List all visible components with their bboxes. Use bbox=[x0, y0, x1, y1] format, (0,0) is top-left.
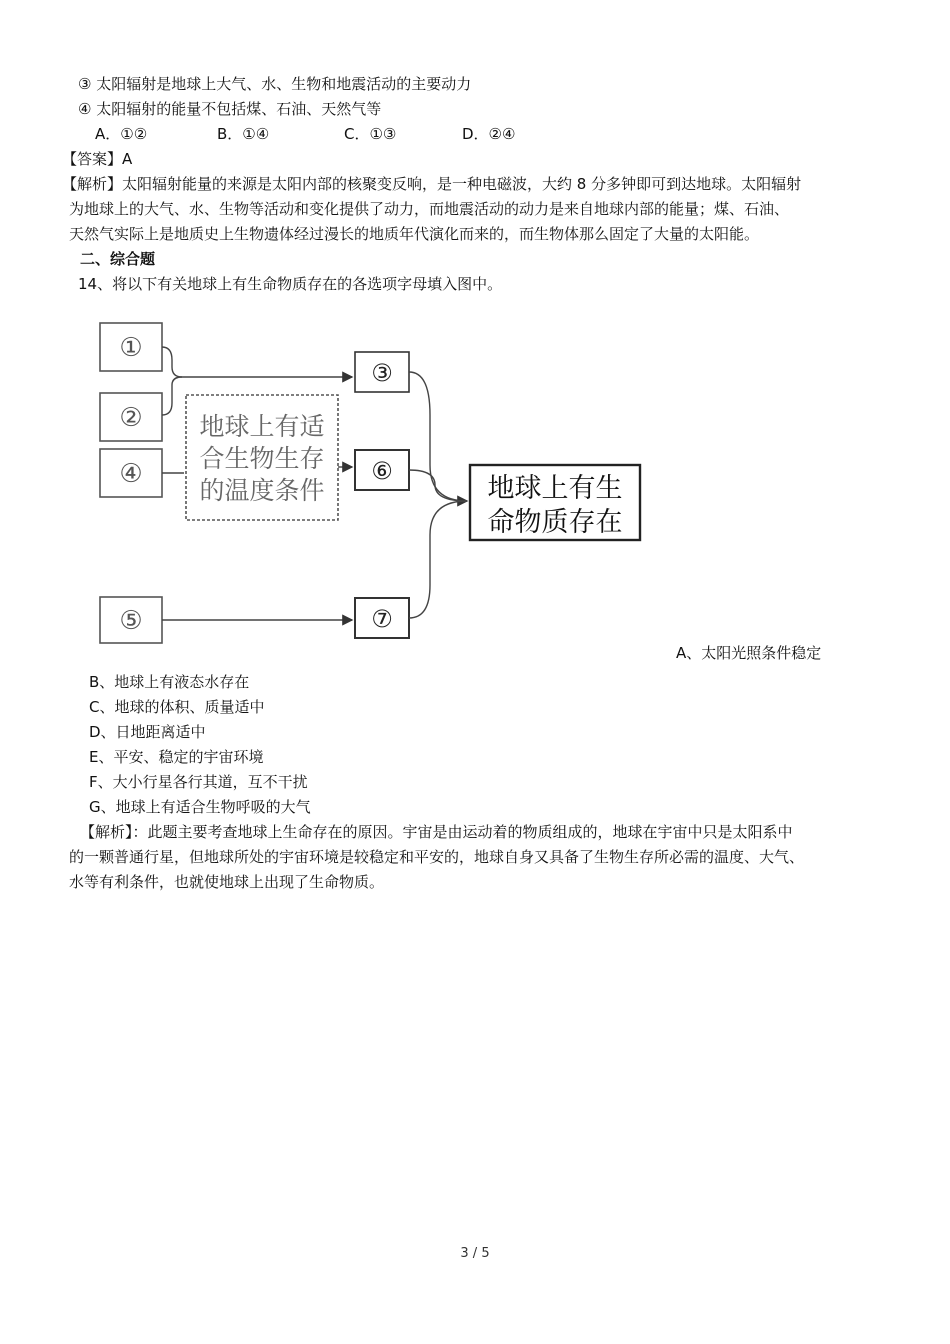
q14-analysis-line-2: 的一颗普通行星，但地球所处的宇宙环境是较稳定和平安的，地球自身又具备了生物生存所必需的温度、大气、 bbox=[69, 848, 805, 866]
option-d: D．②④ bbox=[462, 125, 516, 143]
connector-7-result bbox=[409, 501, 467, 618]
analysis-line-3: 天然气实际上是地质史上生物遗体经过漫长的地质年代演化而来的，而生物体那么固定了大量的太阳能。 bbox=[69, 225, 760, 243]
option-b: B．①④ bbox=[217, 125, 270, 143]
center-text-line-2: 合生物生存 bbox=[199, 444, 325, 473]
label-5: ⑤ bbox=[119, 606, 143, 636]
result-text-line-1: 地球上有生 bbox=[487, 473, 623, 504]
center-text-line-3: 的温度条件 bbox=[199, 476, 325, 505]
connector-1-3 bbox=[162, 347, 352, 377]
choice-f: F、大小行星各行其道，互不干扰 bbox=[89, 773, 308, 791]
connector-6-result bbox=[409, 470, 467, 501]
label-6: ⑥ bbox=[371, 457, 393, 485]
center-text-line-1: 地球上有适 bbox=[199, 412, 325, 441]
connector-3-result bbox=[409, 372, 467, 501]
page-number: 3 / 5 bbox=[460, 1246, 490, 1261]
choice-a: A、太阳光照条件稳定 bbox=[676, 644, 822, 662]
label-1: ① bbox=[119, 333, 143, 363]
choice-b: B、地球上有液态水存在 bbox=[89, 673, 250, 691]
choice-c: C、地球的体积、质量适中 bbox=[89, 698, 265, 716]
option-c: C．①③ bbox=[344, 125, 397, 143]
question-14-stem: 14、将以下有关地球上有生命物质存在的各选项字母填入图中。 bbox=[78, 275, 503, 293]
options-row bbox=[95, 124, 515, 144]
option-a: A．①② bbox=[95, 125, 148, 143]
q14-analysis-line-1: 【解析】：此题主要考查地球上生命存在的原因。宇宙是由运动着的物质组成的，地球在宇宙中只是太阳系中 bbox=[80, 823, 793, 841]
choice-d: D、日地距离适中 bbox=[89, 723, 206, 741]
choice-g: G、地球上有适合生物呼吸的大气 bbox=[89, 798, 311, 816]
label-4: ④ bbox=[119, 459, 143, 489]
result-text-line-2: 命物质存在 bbox=[487, 507, 623, 538]
section-title: 二、综合题 bbox=[80, 250, 156, 268]
label-7: ⑦ bbox=[371, 605, 393, 633]
label-3: ③ bbox=[371, 359, 393, 387]
choice-e: E、平安、稳定的宇宙环境 bbox=[89, 748, 264, 766]
statement-3: ③ 太阳辐射是地球上大气、水、生物和地震活动的主要动力 bbox=[78, 75, 472, 93]
answer: 【答案】A bbox=[62, 150, 133, 168]
analysis-line-1: 【解析】太阳辐射能量的来源是太阳内部的核聚变反响，是一种电磁波，大约 8 分多钟即可到达地球。太阳辐射 bbox=[62, 175, 802, 193]
statement-4: ④ 太阳辐射的能量不包括煤、石油、天然气等 bbox=[78, 100, 382, 118]
q14-analysis-line-3: 水等有利条件，也就使地球上出现了生命物质。 bbox=[69, 873, 385, 891]
connector-2-3 bbox=[162, 377, 182, 415]
analysis-line-2: 为地球上的大气、水、生物等活动和变化提供了动力，而地震活动的动力是来自地球内部的能量；煤、石油、 bbox=[69, 200, 790, 218]
label-2: ② bbox=[119, 403, 143, 433]
life-conditions-diagram bbox=[90, 305, 650, 650]
